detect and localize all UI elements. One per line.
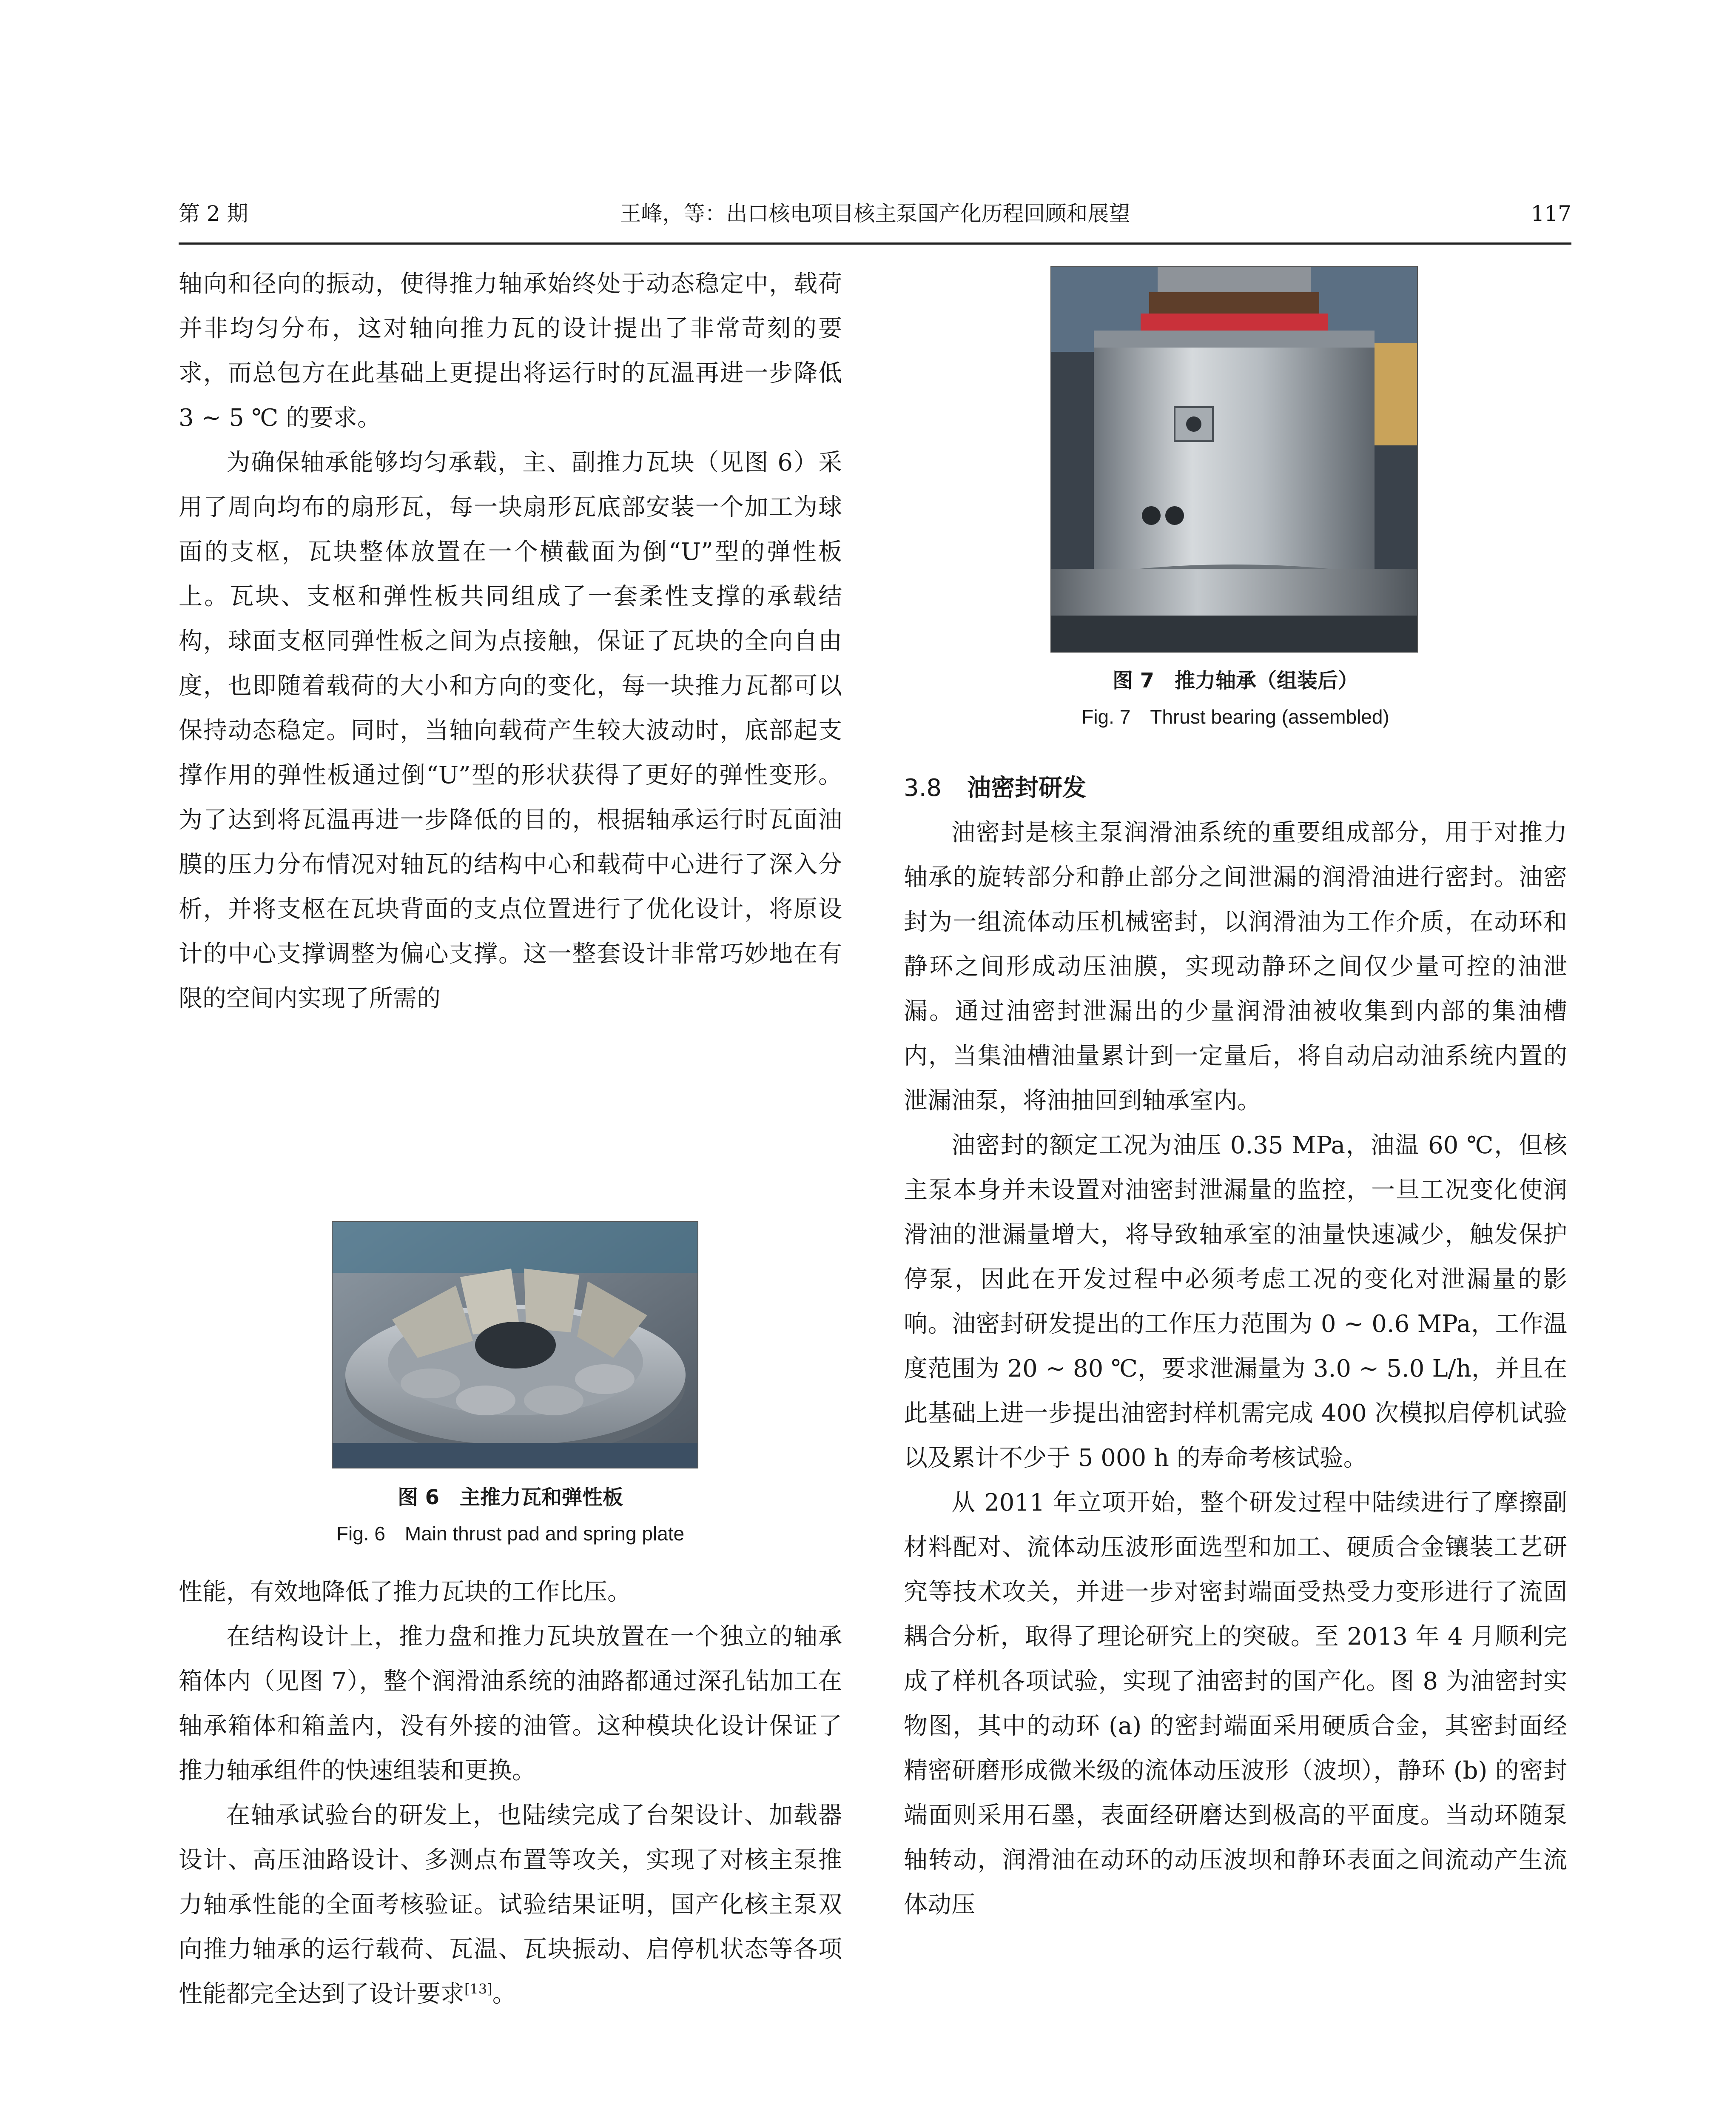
figure-7-caption-en: Fig. 7 Thrust bearing (assembled) [1081, 706, 1389, 728]
figure-7-caption-zh: 图 7 推力轴承（组装后） [1112, 669, 1359, 693]
figure-6-caption-zh: 图 6 主推力瓦和弹性板 [397, 1485, 623, 1509]
section-heading [904, 766, 1567, 810]
section-title: 油密封研发 [967, 774, 1087, 802]
paragraph: 轴向和径向的振动，使得推力轴承始终处于动态稳定中，载荷并非均匀分布，这对轴向推力瓦的设计提出了非常苛刻的要求，而总包方在此基础上更提出将运行时的瓦温再进一步降低 3 ~ 5 ℃ 的要求。 [179, 270, 842, 432]
right-column [904, 810, 1567, 1927]
paragraph: 在结构设计上，推力盘和推力瓦块放置在一个独立的轴承箱体内（见图 7），整个润滑油系统的油路都通过深孔钻加工在轴承箱体和箱盖内，没有外接的油管。这种模块化设计保证了推力轴承组件的快速组装和更换。 [179, 1623, 842, 1785]
running-header [179, 194, 1571, 245]
section-number: 3.8 [904, 774, 942, 802]
running-title: 王峰，等：出口核电项目核主泵国产化历程回顾和展望 [620, 201, 1130, 226]
left-column-top [179, 262, 842, 1021]
issue-number: 第 2 期 [179, 201, 248, 226]
page-number: 117 [1531, 201, 1571, 226]
paragraph: 从 2011 年立项开始，整个研发过程中陆续进行了摩擦副材料配对、流体动压波形面选型和加工、硬质合金镶装工艺研究等技术攻关，并进一步对密封端面受热受力变形进行了流固耦合分析，取得了理论研究上的突破。至 2013 年 4 月顺利完成了样机各项试验，实现了油密封的国产化。图 8 为油密封实物图，其中的动环 (a) 的密封端面采用硬质合金，其密封面经精密研磨形成微米级的流体动压波形（波坝），静环 (b) 的密封端面则采用石墨，表面经研磨达到极高的平面度。当动环随泵轴转动，润滑油在动环的动压波坝和静环表面之间流动产生流体动压 [904, 1489, 1567, 1919]
paragraph: 为确保轴承能够均匀承载，主、副推力瓦块（见图 6）采用了周向均布的扇形瓦，每一块扇形瓦底部安装一个加工为球面的支枢，瓦块整体放置在一个横截面为倒“U”型的弹性板上。瓦块、支枢和弹性板共同组成了一套柔性支撑的承载结构，球面支枢同弹性板之间为点接触，保证了瓦块的全向自由度，也即随着载荷的大小和方向的变化，每一块推力瓦都可以保持动态稳定。同时，当轴向载荷产生较大波动时，底部起支撑作用的弹性板通过倒“U”型的形状获得了更好的弹性变形。为了达到将瓦温再进一步降低的目的，根据轴承运行时瓦面油膜的压力分布情况对轴瓦的结构中心和载荷中心进行了深入分析，并将支枢在瓦块背面的支点位置进行了优化设计，将原设计的中心支撑调整为偏心支撑。这一整套设计非常巧妙地在有限的空间内实现了所需的 [179, 449, 842, 1012]
paragraph: 油密封是核主泵润滑油系统的重要组成部分，用于对推力轴承的旋转部分和静止部分之间泄漏的润滑油进行密封。油密封为一组流体动压机械密封，以润滑油为工作介质，在动环和静环之间形成动压油膜，实现动静环之间仅少量可控的油泄漏。通过油密封泄漏出的少量润滑油被收集到内部的集油槽内，当集油槽油量累计到一定量后，将自动启动油系统内置的泄漏油泵，将油抽回到轴承室内。 [904, 819, 1567, 1115]
paragraph-end: 。 [492, 1980, 516, 2008]
reference-mark: [13] [464, 1981, 492, 1997]
figure-6-caption-en: Fig. 6 Main thrust pad and spring plate [336, 1523, 685, 1545]
figure-6-photo [332, 1221, 698, 1468]
paragraph: 油密封的额定工况为油压 0.35 MPa，油温 60 ℃，但核主泵本身并未设置对油密封泄漏量的监控，一旦工况变化使润滑油的泄漏量增大，将导致轴承室的油量快速减少，触发保护停泵，因此在开发过程中必须考虑工况的变化对泄漏量的影响。油密封研发提出的工作压力范围为 0 ~ 0.6 MPa，工作温度范围为 20 ~ 80 ℃，要求泄漏量为 3.0 ~ 5.0 L/h，并且在此基础上进一步提出油密封样机需完成 400 次模拟启停机试验以及累计不少于 5 000 h 的寿命考核试验。 [904, 1132, 1567, 1472]
left-column-bottom [179, 1570, 842, 2016]
paragraph-text: 在轴承试验台的研发上，也陆续完成了台架设计、加载器设计、高压油路设计、多测点布置等攻关，实现了对核主泵推力轴承性能的全面考核验证。试验结果证明，国产化核主泵双向推力轴承的运行载荷、瓦温、瓦块振动、启停机状态等各项性能都完全达到了设计要求 [179, 1802, 842, 2008]
figure-7-photo [1050, 266, 1418, 653]
paragraph [179, 1793, 842, 2016]
paragraph: 性能，有效地降低了推力瓦块的工作比压。 [179, 1578, 631, 1606]
